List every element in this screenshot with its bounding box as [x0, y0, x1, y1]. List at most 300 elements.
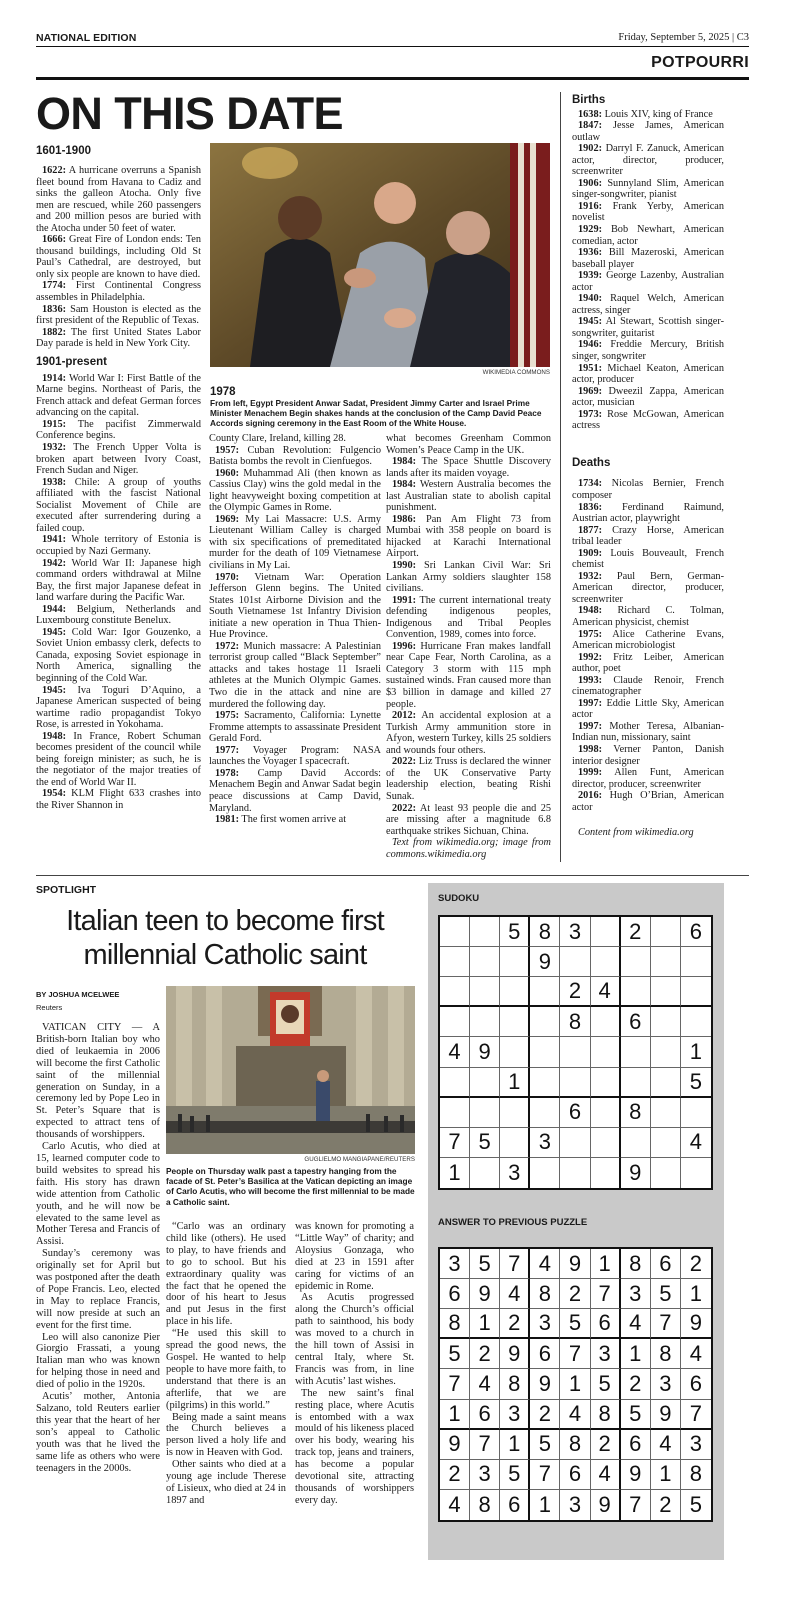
entry-year: 1909: — [578, 547, 603, 559]
sudoku-cell — [651, 1158, 681, 1188]
content-source: Content from wikimedia.org — [578, 827, 694, 839]
answer-grid — [438, 1247, 713, 1522]
sudoku-cell: 3 — [591, 1339, 621, 1369]
sudoku-cell: 5 — [530, 1430, 560, 1460]
sudoku-cell: 4 — [591, 1460, 621, 1490]
entry-year: 1847: — [578, 120, 603, 132]
entry-year: 1932: — [42, 442, 67, 454]
sudoku-cell: 1 — [470, 1309, 500, 1339]
sudoku-cell: 7 — [500, 1249, 530, 1279]
date-entry — [209, 445, 381, 468]
page-header — [36, 30, 749, 47]
sudoku-cell — [500, 1007, 530, 1037]
sudoku-cell: 1 — [651, 1460, 681, 1490]
sudoku-cell: 4 — [681, 1128, 711, 1158]
date-entry — [572, 548, 724, 571]
camp-david-photo — [210, 143, 550, 367]
sudoku-cell: 6 — [681, 917, 711, 947]
sudoku-cell: 1 — [500, 1430, 530, 1460]
date-entry — [572, 652, 724, 675]
sudoku-cell — [470, 1007, 500, 1037]
sudoku-cell: 4 — [681, 1339, 711, 1369]
entry-year: 1914: — [42, 372, 67, 384]
births-heading: Births — [572, 94, 606, 106]
sudoku-cell: 6 — [681, 1369, 711, 1399]
entry-text: Sam Houston is elected as the first president of the Republic of Texas. — [36, 303, 201, 327]
date-entry — [209, 514, 381, 572]
entry-year: 1946: — [578, 339, 603, 351]
article-paragraph: Sunday’s ceremony was originally set for April but was postponed after the death of Pope Francis. Leo, elected in May to replace Francis, will now preside at such an event for the first time. — [36, 1248, 160, 1331]
sudoku-cell — [470, 1158, 500, 1188]
sudoku-cell: 4 — [500, 1279, 530, 1309]
entry-year: 1774: — [42, 280, 67, 292]
entry-year: 1973: — [578, 408, 603, 420]
entry-text: Frank Yerby, American novelist — [572, 200, 724, 224]
sudoku-cell — [470, 1098, 500, 1128]
sudoku-cell — [530, 1098, 560, 1128]
sudoku-cell — [560, 947, 590, 977]
date-entry — [209, 814, 381, 826]
sudoku-cell: 4 — [651, 1430, 681, 1460]
date-entry — [572, 721, 724, 744]
article-paragraph: Carlo Acutis, who died at 15, learned computer code to build websites to spread his faith. His story has drawn wide attention from Catholic youth, and he will now be elevated to the same level as Mother Teresa and Francis of Assisi. — [36, 1141, 160, 1248]
sudoku-cell: 8 — [560, 1430, 590, 1460]
entry-year: 1945: — [42, 684, 67, 696]
article-paragraph: Being made a saint means the Church believes a person lived a holy life and is now in Heaven with God. — [166, 1411, 286, 1459]
entry-text: In France, Robert Schuman becomes president of the council while being foreign minister; as such, he is the negotiator of the major treaties of the end of World War II. — [36, 730, 201, 788]
sudoku-cell — [530, 1037, 560, 1067]
sudoku-cell: 1 — [591, 1249, 621, 1279]
date-entry — [36, 534, 201, 557]
sudoku-cell: 6 — [530, 1339, 560, 1369]
sudoku-cell: 7 — [470, 1430, 500, 1460]
entry-text: Jesse James, American outlaw — [572, 120, 724, 143]
sudoku-cell: 5 — [651, 1279, 681, 1309]
sudoku-cell: 8 — [440, 1309, 470, 1339]
date-entry — [36, 627, 201, 685]
sudoku-cell: 7 — [440, 1369, 470, 1399]
sudoku-cell: 6 — [440, 1279, 470, 1309]
sudoku-cell: 6 — [470, 1400, 500, 1430]
article-paragraph: Other saints who died at a young age include Therese of Lisieux, who died at 24 in 1897 and — [166, 1459, 286, 1506]
sudoku-cell: 5 — [621, 1400, 651, 1430]
date-entry — [572, 293, 724, 316]
date-entry — [386, 710, 551, 756]
entry-text: Muhammad Ali (then known as Cassius Clay) wins the gold medal in the light heavyweight boxing competition at the Olympic Games in Rome. — [209, 467, 381, 514]
photo-year: 1978 — [210, 386, 236, 398]
article-paragraph: Leo will also canonize Pier Giorgio Frassati, a young Italian man who was known for helping those in need and died of polio in the 1920s. — [36, 1331, 160, 1391]
sudoku-cell: 7 — [621, 1490, 651, 1520]
entry-text: George Lazenby, Australian actor — [572, 270, 724, 293]
entry-year: 1972: — [215, 640, 240, 652]
sudoku-cell: 5 — [689, 1491, 703, 1517]
sudoku-cell: 3 — [530, 1128, 560, 1158]
date-entry — [572, 109, 724, 121]
sudoku-cell: 3 — [560, 917, 590, 947]
sudoku-cell: 9 — [530, 1369, 560, 1399]
sudoku-cell: 8 — [621, 1249, 651, 1279]
section-divider — [36, 875, 749, 876]
otd-column-3 — [386, 433, 551, 860]
sudoku-cell: 6 — [560, 1460, 590, 1490]
entry-year: 1997: — [578, 720, 603, 732]
sudoku-cell: 8 — [560, 1007, 590, 1037]
sudoku-cell: 7 — [591, 1279, 621, 1309]
date-entry — [572, 744, 724, 767]
sudoku-cell — [470, 977, 500, 1007]
sudoku-cell — [560, 1037, 590, 1067]
sudoku-cell: 2 — [560, 1279, 590, 1309]
entry-year: 1906: — [578, 177, 603, 189]
date-entry — [572, 409, 724, 432]
agency: Reuters — [36, 1003, 63, 1012]
entry-year: 1945: — [578, 316, 603, 328]
date-entry — [572, 629, 724, 652]
date-entry — [572, 525, 724, 548]
entry-text: Western Australia becomes the last Australian state to abolish capital punishment. — [386, 479, 551, 514]
sudoku-cell — [560, 1158, 590, 1188]
sudoku-cell — [681, 977, 711, 1007]
sudoku-cell — [591, 1098, 621, 1128]
sudoku-cell: 1 — [500, 1068, 530, 1098]
date-entry — [36, 788, 201, 811]
entry-year: 1970: — [215, 571, 240, 583]
sudoku-cell: 3 — [621, 1279, 651, 1309]
entry-text: Crazy Horse, American tribal leader — [572, 524, 724, 548]
sudoku-cell: 6 — [560, 1098, 590, 1128]
sudoku-cell: 5 — [591, 1369, 621, 1399]
entry-year: 1948: — [578, 605, 603, 617]
entry-year: 2012: — [392, 710, 417, 722]
entry-year: 1939: — [578, 270, 603, 282]
entry-year: 1984: — [392, 479, 417, 491]
sudoku-cell: 2 — [651, 1490, 681, 1520]
date-entry — [386, 595, 551, 641]
sudoku-cell — [500, 1128, 530, 1158]
entry-year: 1734: — [578, 478, 603, 490]
otd-column-2 — [209, 433, 381, 826]
entry-text: Bob Newhart, American comedian, actor — [572, 224, 724, 247]
entry-text: Fritz Leiber, American author, poet — [572, 651, 724, 675]
sudoku-cell: 2 — [470, 1339, 500, 1369]
sudoku-cell — [470, 947, 500, 977]
entry-year: 1960: — [215, 467, 240, 479]
entry-text: Whole territory of Estonia is occupied by Nazi Germany. — [36, 534, 201, 557]
entry-year: 1954: — [42, 788, 67, 800]
sudoku-cell — [681, 1158, 711, 1188]
sudoku-cell — [591, 1068, 621, 1098]
article-paragraph: Acutis’ mother, Antonia Salzano, told Reuters earlier this year that the heart of her son’s appeal to Catholic youth was that he lived the same life as others who were teenagers in the 2000s. — [36, 1391, 160, 1474]
date-entry — [572, 790, 724, 813]
entry-year: 1984: — [392, 456, 417, 468]
entry-text: Rose McGowan, American actress — [572, 408, 724, 432]
sudoku-cell — [440, 977, 470, 1007]
sudoku-cell: 6 — [621, 1007, 651, 1037]
entry-text: Sacramento, California: Lynette Fromme attempts to assassinate President Gerald Ford. — [209, 710, 381, 745]
sudoku-cell — [621, 1128, 651, 1158]
sudoku-cell — [651, 947, 681, 977]
date-entry — [386, 641, 551, 710]
date-entry — [209, 745, 381, 768]
entry-year: 1916: — [578, 200, 603, 212]
births-list — [572, 109, 724, 432]
article-column-3-paras — [295, 1292, 414, 1506]
date-entry — [572, 201, 724, 224]
date-entry — [572, 767, 724, 790]
entry-text: Vietnam War: Operation Jefferson Glenn begins. The United States 101st Airborne Division and the South Vietnamese 1st Infantry Division initiate a new operation in Thua Thien-Hue Province. — [209, 571, 381, 641]
column-divider — [560, 92, 561, 862]
sudoku-cell: 5 — [500, 917, 530, 947]
sudoku-cell: 5 — [470, 1249, 500, 1279]
entry-text: Mother Teresa, Albanian-Indian nun, missionary, saint — [572, 720, 724, 744]
date-entry — [386, 756, 551, 802]
on-this-date-title: ON THIS DATE — [36, 88, 343, 139]
entry-text: Munich massacre: A Palestinian terrorist group called “Black September” attacks and takes hostage 11 Israeli athletes at the Munich Olympic Games. Two die in the attack and nine are murdered the following day. — [209, 640, 381, 710]
sudoku-cell: 2 — [591, 1430, 621, 1460]
date-entry — [572, 675, 724, 698]
entry-text: An accidental explosion at a Turkish Army ammunition store in Afyon, western Turkey, kills 25 soldiers and wounds four others. — [386, 710, 551, 756]
entry-year: 1915: — [42, 418, 67, 430]
date-entry — [36, 327, 201, 350]
entry-year: 1932: — [578, 570, 603, 582]
dateline: Friday, September 5, 2025 | C3 — [618, 32, 749, 43]
date-entry — [36, 442, 201, 477]
date-entry — [386, 803, 551, 838]
sudoku-cell — [500, 977, 530, 1007]
date-entry — [209, 710, 381, 745]
date-entry — [36, 234, 201, 280]
continued-text: County Clare, Ireland, killing 28. — [209, 433, 346, 444]
entry-year: 1936: — [578, 247, 603, 259]
date-entry — [572, 224, 724, 247]
sudoku-cell: 6 — [591, 1309, 621, 1339]
sudoku-cell: 1 — [681, 1037, 711, 1067]
sudoku-cell — [530, 1068, 560, 1098]
sudoku-cell — [621, 977, 651, 1007]
era2-list-col2 — [209, 445, 381, 826]
entry-text: World War I: First Battle of the Marne begins. Northeast of Paris, the French attack and defeat German forces advancing on the capital. — [36, 372, 201, 419]
entry-text: Paul Bern, German-American director, producer, screenwriter — [572, 570, 724, 605]
sudoku-cell — [440, 917, 470, 947]
sudoku-cell: 7 — [651, 1309, 681, 1339]
entry-text: Verner Panton, Danish interior designer — [572, 743, 724, 767]
sudoku-cell: 3 — [440, 1249, 470, 1279]
entry-year: 1622: — [42, 165, 67, 176]
otd-column-1 — [36, 145, 201, 812]
sudoku-cell — [470, 1068, 500, 1098]
entry-text: Alice Catherine Evans, American microbiologist — [572, 628, 724, 652]
sudoku-cell: 7 — [681, 1400, 711, 1430]
photo-caption: From left, Egypt President Anwar Sadat, President Jimmy Carter and Israel Prime Minister Menachem Begin shakes hands at the conclusion of the Camp David Peace Accords signing ceremony in the East Room of the White House. — [210, 398, 542, 429]
entry-text: Louis XIV, king of France — [602, 108, 713, 120]
sudoku-cell: 1 — [681, 1279, 711, 1309]
date-entry — [386, 456, 551, 479]
entry-year: 1942: — [42, 557, 67, 569]
sudoku-cell: 9 — [681, 1309, 711, 1339]
entry-year: 1941: — [42, 534, 67, 546]
sudoku-cell — [591, 917, 621, 947]
sudoku-cell: 4 — [530, 1249, 560, 1279]
entry-text: Cuban Revolution: Fulgencio Batista bombs the revolt in Cienfuegos. — [209, 444, 381, 468]
sudoku-grid — [438, 915, 713, 1190]
camp-david-photo-image — [210, 143, 550, 367]
entry-text: Al Stewart, Scottish singer-songwriter, guitarist — [572, 316, 724, 339]
entry-text: My Lai Massacre: U.S. Army Lieutenant William Calley is charged with six specifications of premeditated murder for the death of 109 Vietnamese civilians in My Lai. — [209, 513, 381, 572]
entry-year: 1990: — [392, 560, 417, 572]
entry-text: Pan Am Flight 73 from Mumbai with 358 people on board is hijacked at Karachi International Airport. — [386, 513, 551, 560]
article-column-3 — [295, 1221, 414, 1507]
sudoku-cell — [651, 1128, 681, 1158]
date-entry — [386, 479, 551, 514]
entry-text: Camp David Accords: Menachem Begin and Anwar Sadat begin peace discussions at Camp David, Maryland. — [209, 767, 381, 814]
entry-text: The pacifist Zimmerwald Conference begins. — [36, 418, 201, 442]
sudoku-cell: 3 — [500, 1158, 530, 1188]
entry-text: The first women arrive at — [239, 814, 347, 826]
date-entry — [572, 178, 724, 201]
entry-text: Louis Bouveault, French chemist — [572, 547, 724, 571]
entry-year: 1975: — [215, 710, 240, 722]
sudoku-cell — [470, 917, 500, 947]
article-column-2 — [166, 1221, 286, 1507]
vatican-photo — [166, 986, 415, 1154]
sudoku-cell: 8 — [651, 1339, 681, 1369]
deaths-list — [572, 478, 724, 813]
sudoku-cell — [440, 1068, 470, 1098]
sudoku-cell: 6 — [621, 1430, 651, 1460]
entry-year: 2022: — [392, 756, 417, 768]
entry-year: 1986: — [392, 513, 417, 525]
entry-text: Claude Renoir, French cinematographer — [572, 674, 724, 698]
entry-year: 1666: — [42, 234, 67, 246]
date-entry — [386, 560, 551, 595]
sudoku-cell — [530, 977, 560, 1007]
sudoku-cell: 8 — [470, 1490, 500, 1520]
sudoku-cell: 3 — [470, 1460, 500, 1490]
sudoku-cell: 2 — [560, 977, 590, 1007]
date-entry — [209, 641, 381, 710]
date-entry — [572, 339, 724, 362]
entry-year: 1877: — [578, 524, 603, 536]
continued-text: was known for promoting a “Little Way” of charity; and Aloysius Gonzaga, who died at 23 in 1591 after caring for victims of an epidemic in Rome. — [295, 1221, 414, 1292]
sudoku-cell — [651, 977, 681, 1007]
sudoku-cell — [500, 947, 530, 977]
sudoku-cell — [621, 947, 651, 977]
entry-year: 1977: — [215, 744, 240, 756]
sudoku-cell — [651, 1037, 681, 1067]
sudoku-cell — [591, 947, 621, 977]
sudoku-cell: 1 — [530, 1490, 560, 1520]
sudoku-cell — [530, 1007, 560, 1037]
sudoku-cell — [591, 1158, 621, 1188]
sudoku-cell: 9 — [500, 1339, 530, 1369]
entry-text: Voyager Program: NASA launches the Voyager I spacecraft. — [209, 744, 381, 768]
sudoku-cell: 1 — [621, 1339, 651, 1369]
sudoku-cell — [530, 1158, 560, 1188]
date-entry — [572, 478, 724, 501]
entry-year: 1969: — [578, 385, 603, 397]
entry-year: 1969: — [215, 513, 240, 525]
section-title: POTPOURRI — [651, 54, 749, 71]
date-entry — [209, 468, 381, 514]
date-entry — [36, 304, 201, 327]
date-entry — [572, 571, 724, 606]
entry-year: 1836: — [42, 303, 67, 315]
era2-list-col3 — [386, 456, 551, 837]
entry-text: Hurricane Fran makes landfall near Cape Fear, North Carolina, as a Category 3 storm with 115 mph sustained winds. Fran caused more than $3 billion in damage and killed 27 people. — [386, 640, 551, 710]
sudoku-cell: 4 — [621, 1309, 651, 1339]
header-rule — [36, 77, 749, 80]
sudoku-cell: 8 — [500, 1369, 530, 1399]
sudoku-cell: 9 — [440, 1430, 470, 1460]
sudoku-cell: 7 — [530, 1460, 560, 1490]
sudoku-cell: 4 — [560, 1400, 590, 1430]
entry-year: 1638: — [578, 108, 603, 120]
entry-year: 1992: — [578, 651, 603, 663]
sudoku-cell: 1 — [560, 1369, 590, 1399]
entry-text: Michael Keaton, American actor, producer — [572, 362, 724, 386]
sudoku-cell — [651, 1098, 681, 1128]
entry-year: 1902: — [578, 143, 603, 155]
date-entry — [572, 120, 724, 143]
entry-year: 1957: — [215, 444, 240, 456]
entry-year: 1945: — [42, 626, 67, 638]
sudoku-cell — [591, 1007, 621, 1037]
answer-label: ANSWER TO PREVIOUS PUZZLE — [438, 1217, 588, 1228]
sudoku-cell: 5 — [560, 1309, 590, 1339]
photo-credit: WIKIMEDIA COMMONS — [482, 369, 550, 376]
entry-year: 2016: — [578, 790, 603, 802]
deaths-heading: Deaths — [572, 456, 611, 469]
entry-text: Freddie Mercury, British singer, songwriter — [572, 339, 724, 363]
sudoku-cell — [651, 917, 681, 947]
entry-year: 1882: — [42, 326, 67, 338]
entry-year: 1993: — [578, 674, 603, 686]
entry-text: The first United States Labor Day parade is held in New York City. — [36, 326, 201, 350]
entry-year: 1991: — [392, 594, 417, 606]
spotlight-label: SPOTLIGHT — [36, 884, 97, 896]
entry-year: 1929: — [578, 224, 603, 236]
sudoku-cell: 4 — [440, 1037, 470, 1067]
sudoku-cell — [591, 1037, 621, 1067]
date-entry — [572, 605, 724, 628]
entry-text: Richard C. Tolman, American physicist, chemist — [572, 605, 724, 628]
date-entry — [572, 143, 724, 178]
article-paragraph: “He used this skill to spread the good news, the Gospel. He wanted to help people to have more faith, to understand that there is an afterlife, that we are (pilgrims) in this world.” — [166, 1328, 286, 1411]
era-heading-1901: 1901-present — [36, 355, 107, 368]
entry-year: 1951: — [578, 362, 603, 374]
entry-year: 1998: — [578, 743, 603, 755]
entry-text: Raquel Welch, American actress, singer — [572, 293, 724, 316]
sudoku-cell — [500, 1098, 530, 1128]
date-entry — [36, 165, 201, 234]
sudoku-cell: 2 — [681, 1249, 711, 1279]
date-entry — [572, 363, 724, 386]
sudoku-cell: 7 — [560, 1339, 590, 1369]
sudoku-cell — [560, 1068, 590, 1098]
sudoku-cell: 9 — [470, 1037, 500, 1067]
sudoku-cell — [591, 1128, 621, 1158]
era-heading-1601: 1601-1900 — [36, 145, 91, 157]
entry-text: Liz Truss is declared the winner of the UK Conservative Party leadership election, beating Rishi Sunak. — [386, 756, 551, 802]
sudoku-cell: 6 — [500, 1490, 530, 1520]
date-entry — [572, 502, 724, 525]
sudoku-cell: 2 — [530, 1400, 560, 1430]
continued-text: what becomes Greenham Common Women’s Peace Camp in the UK. — [386, 433, 551, 456]
date-entry — [36, 373, 201, 419]
entry-year: 1978: — [215, 767, 240, 779]
entry-text: Bill Mazeroski, American baseball player — [572, 247, 724, 270]
sudoku-cell: 8 — [591, 1400, 621, 1430]
